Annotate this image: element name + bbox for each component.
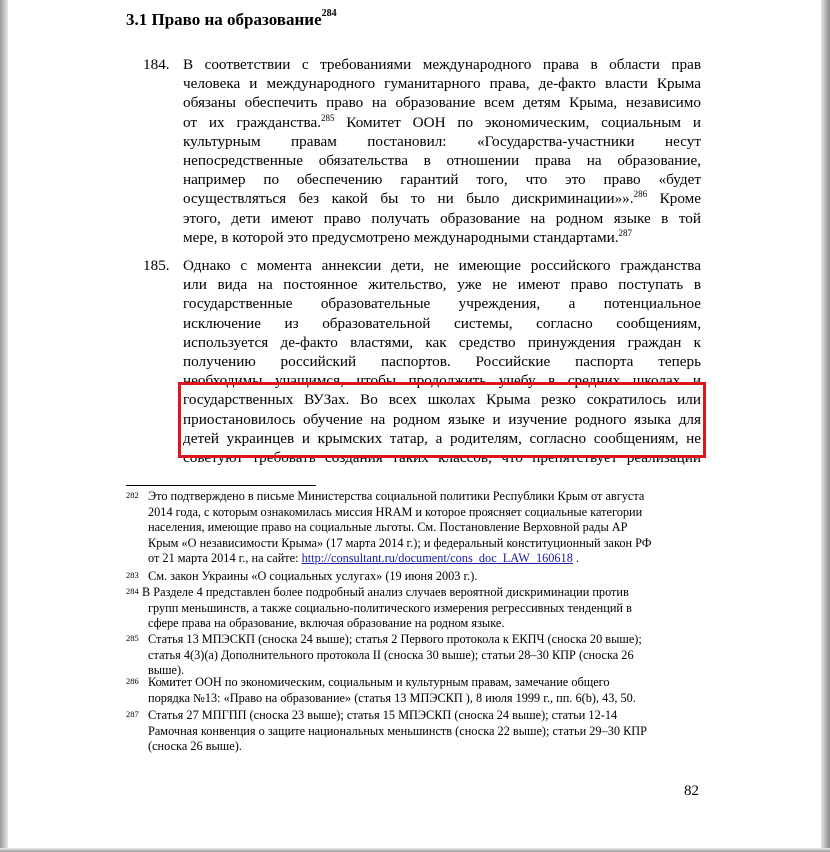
footnote-number: 287 bbox=[126, 709, 139, 719]
text-line: или вида на постоянное жительство, уже не имеют право поступать в bbox=[183, 276, 701, 294]
page-shadow-left bbox=[0, 0, 8, 852]
section-heading bbox=[126, 10, 337, 30]
text-line: В соответствии с требованиями международного права в области прав bbox=[183, 56, 701, 73]
paragraph-number: 184. bbox=[143, 56, 170, 73]
footnote-text: Статья 13 МПЭСКП (сноска 24 выше); статья 2 Первого протокола к ЕКПЧ (сноска 20 выше); статья 4(3)(a) Дополнительного протокола II (сноска 30 выше); статьи 28–30 КПР (сноска 26 выше). bbox=[148, 632, 642, 678]
page-shadow-bottom bbox=[0, 848, 830, 852]
footnote-number: 286 bbox=[126, 676, 139, 686]
footnote-text: В Разделе 4 представлен более подробный анализ случаев вероятной дискриминации против групп меньшинств, а также социально-политического измерения регрессивных тенденций в сфере права на образование, включая образование на родном языке. bbox=[142, 585, 632, 631]
footnote-text: См. закон Украины «О социальных услугах» (19 июня 2003 г.). bbox=[148, 569, 478, 583]
text-line: детей украинцев и крымских татар, а родителям, согласно сообщениям, не bbox=[183, 429, 701, 447]
footnote-282 bbox=[126, 489, 726, 567]
footnote-link[interactable]: http://consultant.ru/document/cons_doc_LAW_160618 bbox=[301, 551, 573, 566]
text-line: советуют требовать создания таких классов, что препятствует реализации bbox=[183, 449, 701, 467]
footnote-separator bbox=[126, 485, 316, 486]
footnote-number: 282 bbox=[126, 490, 139, 500]
footnote-number: 285 bbox=[126, 633, 139, 643]
text-line: например по обеспечению гарантий того, что это право «будет bbox=[183, 171, 701, 189]
footnote-284 bbox=[126, 585, 726, 632]
paragraph-number: 185. bbox=[143, 257, 170, 274]
footnote-286 bbox=[126, 675, 726, 706]
footnote-number: 284 bbox=[126, 586, 139, 596]
text-line: от их гражданства.$^{285}$ Комитет ООН по экономическим, социальным и bbox=[183, 112, 701, 131]
footnote-number: 283 bbox=[126, 570, 139, 580]
text-line: необходимы учащимся, чтобы продолжить учебу в средних школах и bbox=[183, 372, 701, 390]
footnote-ref[interactable]: 287 bbox=[618, 227, 633, 238]
paragraph-body bbox=[183, 55, 701, 247]
footnote-ref[interactable]: 285 bbox=[321, 112, 335, 123]
text-line: государственных ВУЗах. Во всех школах Крыма резко сократилось или bbox=[183, 391, 701, 409]
text-line: обязаны обеспечить право на образование всем детям Крыма, независимо bbox=[183, 94, 701, 112]
text-line: этого, дети имеют право получать образование на родном языке в той bbox=[183, 209, 701, 227]
text-line: исключение из образовательной системы, согласно сообщениям, bbox=[183, 314, 701, 332]
footnote-285 bbox=[126, 632, 726, 679]
footnote-text: Это подтверждено в письме Министерства социальной политики Республики Крым от августа 2014 года, с которым ознакомилась миссия HRAM и которое проясняет социальные категории населения, имеющие право на социальные льготы. См. Постановление Верховной рады АР Крым «О независимости Крыма» (17 марта 2014 г.); и федеральный конституционный закон РФ от 21 марта 2014 г., на сайте: http://consultant.ru/document/cons_doc_LAW_160618 . bbox=[148, 489, 652, 566]
text-line: человека и международного гуманитарного права, де-факто власти Крыма bbox=[183, 75, 701, 93]
text-line: приостановилось обучение на родном языке и изучение родного языка для bbox=[183, 410, 701, 428]
text-line: мере, в которой это предусмотрено международными стандартами.$^{287}$ bbox=[183, 227, 633, 246]
footnote-283 bbox=[126, 569, 726, 585]
footnote-ref[interactable]: 286 bbox=[633, 189, 648, 200]
text-line: непосредственные обязательства в отношении права на образование, bbox=[183, 152, 701, 170]
footnote-287 bbox=[126, 708, 726, 755]
footnote-text: Статья 27 МПГПП (сноска 23 выше); статья 15 МПЭСКП (сноска 24 выше); статьи 12-14 Рамочная конвенция о защите национальных меньшинств (сноска 22 выше); статьи 29–30 КПР (сноска 26 выше). bbox=[148, 708, 647, 754]
page-shadow-right bbox=[821, 0, 830, 852]
text-line: получению российский паспортов. Российские паспорта теперь bbox=[183, 353, 701, 371]
text-line: культурным правам постановил: «Государства-участники несут bbox=[183, 132, 701, 150]
text-line: государственные образовательные учреждения, а потенциальное bbox=[183, 295, 701, 313]
section-footnote-ref: 284 bbox=[321, 8, 337, 20]
highlight-box bbox=[178, 382, 706, 458]
section-title: 3.1 Право на образование bbox=[126, 10, 322, 29]
text-line: Однако с момента аннексии дети, не имеющие российского гражданства bbox=[183, 257, 701, 274]
text-line: используется де-факто властями, как средство принуждения граждан к bbox=[183, 333, 701, 351]
footnote-text: Комитет ООН по экономическим, социальным и культурным правам, замечание общего порядка №13: «Право на образование» (статья 13 МПЭСКП ), 8 июля 1999 г., пп. 6(b), 43, 50. bbox=[148, 675, 636, 705]
paragraph-184 bbox=[143, 55, 701, 247]
page-number: 82 bbox=[684, 783, 699, 799]
text-line: осуществляться без какой бы то ни было дискриминации»».$^{286}$ Кроме bbox=[183, 189, 701, 208]
